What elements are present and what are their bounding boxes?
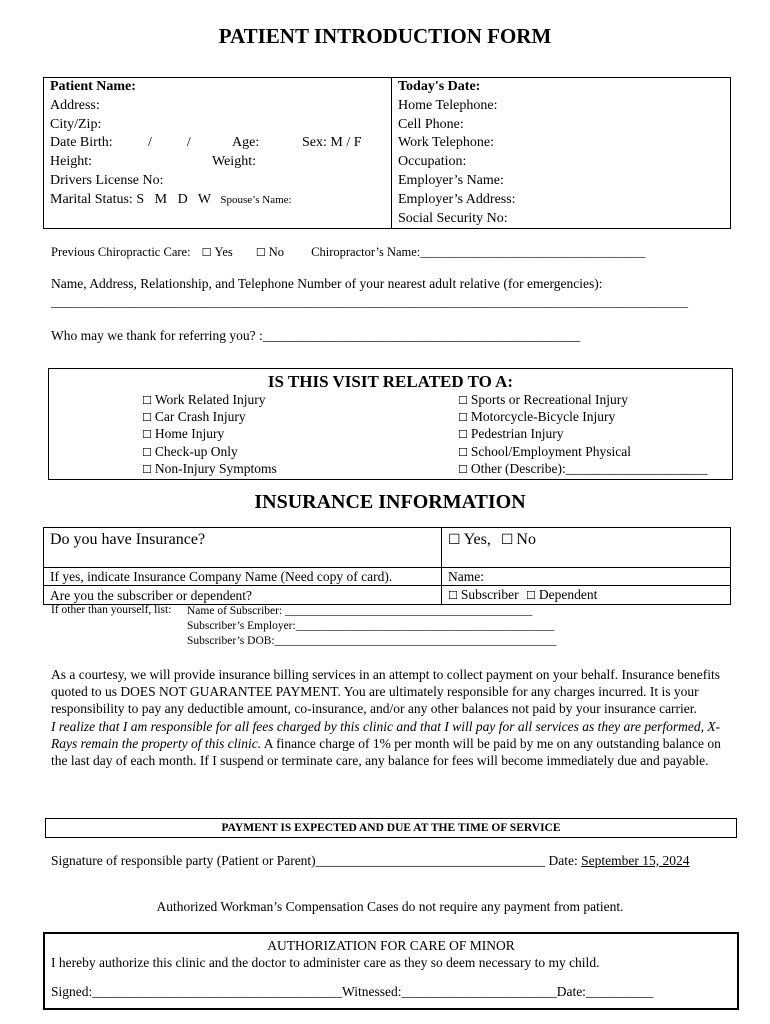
workman-note: Authorized Workman’s Compensation Cases do not require any payment from patient.	[156, 899, 624, 914]
visit-heading: IS THIS VISIT RELATED TO A:	[267, 372, 514, 391]
minor-heading: AUTHORIZATION FOR CARE OF MINOR	[267, 938, 515, 953]
height-row	[50, 153, 385, 172]
prev-care-yes-checkbox[interactable]: ☐	[201, 246, 212, 259]
patient-left-column	[44, 78, 392, 229]
empty-row	[50, 210, 385, 229]
insurance-name-field[interactable]: Name:	[442, 568, 731, 586]
patient-name-field[interactable]: Patient Name:	[50, 79, 136, 94]
occupation-field[interactable]: Occupation:	[398, 154, 467, 170]
signature-date[interactable]: September 15, 2024	[581, 853, 690, 868]
patient-info-table	[43, 77, 731, 229]
todays-date-field[interactable]: Today's Date:	[398, 79, 481, 94]
minor-signed-field[interactable]: Signed:_____________________________________Witnessed:_______________________Date:__________	[51, 984, 654, 999]
sex-field[interactable]: Sex: M / F	[302, 135, 362, 151]
minor-authorization-box	[43, 932, 739, 1010]
home-telephone-field[interactable]: Home Telephone:	[398, 97, 498, 113]
responsibility-text	[51, 718, 731, 770]
insurance-yes-checkbox[interactable]: ☐	[448, 532, 461, 548]
relative-label: Name, Address, Relationship, and Telephone Number of your nearest adult relative (for emergencies):	[51, 276, 603, 291]
marital-row	[50, 191, 385, 210]
insurance-table	[43, 527, 731, 605]
dependent-checkbox[interactable]: ☐	[526, 589, 536, 602]
visit-option[interactable]: ☐ Non-Injury Symptoms	[142, 460, 277, 476]
age-field[interactable]: Age:	[232, 135, 260, 151]
visit-option[interactable]: ☐ Pedestrian Injury	[458, 426, 564, 442]
visit-option[interactable]: ☐ Car Crash Injury	[142, 409, 246, 425]
dob-row	[50, 134, 385, 153]
prev-care-yes-label: Yes	[214, 245, 233, 259]
visit-option[interactable]: ☐ School/Employment Physical	[458, 443, 631, 459]
dob-field[interactable]: Date Birth:	[50, 135, 113, 151]
other-than-yourself-label: If other than yourself, list:	[51, 604, 172, 616]
subscriber-checkbox[interactable]: ☐	[448, 589, 458, 602]
visit-left-list	[142, 391, 277, 477]
dob-slashes: / /	[148, 135, 191, 151]
previous-care-row	[51, 245, 645, 260]
insurance-heading: INSURANCE INFORMATION	[254, 491, 526, 513]
visit-option[interactable]: ☐ Other (Describe):_____________________	[458, 460, 708, 476]
visit-option[interactable]: ☐ Work Related Injury	[142, 392, 266, 407]
visit-option[interactable]: ☐ Check-up Only	[142, 443, 238, 459]
visit-right-list	[458, 391, 707, 477]
subscriber-options: ☐ Subscriber ☐ Dependent	[442, 586, 731, 605]
subscriber-name-field[interactable]: Name of Subscriber: ___________________________________________	[187, 605, 533, 617]
insurance-company-label: If yes, indicate Insurance Company Name (Need copy of card).	[44, 568, 442, 586]
relative-line[interactable]: __________________________________________________________________________________________________	[51, 294, 688, 309]
ssn-field[interactable]: Social Security No:	[398, 210, 508, 226]
insurance-question: Do you have Insurance?	[44, 528, 442, 568]
employer-name-field[interactable]: Employer’s Name:	[398, 172, 504, 188]
page-title: PATIENT INTRODUCTION FORM	[218, 24, 552, 48]
spouse-name-field[interactable]: Spouse’s Name:	[220, 193, 292, 206]
subscriber-fields	[187, 604, 556, 649]
signature-row	[51, 852, 731, 870]
chiropractor-name-field[interactable]: Chiropractor’s Name:____________________________________	[311, 245, 646, 259]
billing-paragraph	[51, 666, 731, 769]
insurance-no-checkbox[interactable]: ☐	[500, 532, 514, 548]
subscriber-dob-field[interactable]: Subscriber’s DOB:_________________________________________________	[187, 635, 557, 647]
visit-related-box	[48, 368, 733, 480]
city-zip-field[interactable]: City/Zip:	[50, 116, 102, 132]
minor-text: I hereby authorize this clinic and the doctor to administer care as they so deem necessary to my child.	[51, 955, 600, 970]
employer-address-field[interactable]: Employer’s Address:	[398, 191, 516, 207]
visit-option[interactable]: ☐ Motorcycle-Bicycle Injury	[458, 409, 616, 425]
work-telephone-field[interactable]: Work Telephone:	[398, 135, 494, 151]
prev-care-no-checkbox[interactable]: ☐	[255, 246, 266, 259]
subscriber-employer-field[interactable]: Subscriber’s Employer:_____________________________________________	[187, 620, 555, 632]
cell-phone-field[interactable]: Cell Phone:	[398, 116, 464, 132]
courtesy-text: As a courtesy, we will provide insurance billing services in an attempt to collect payment on your behalf. Insurance benefits quoted to us DOES NOT GUARANTEE PAYMENT. You are ultimately responsible for any charges incurred. It is your responsibility to pay any deductible amount, co-insurance, and/or any other balances not paid by your insurance carrier.	[51, 667, 721, 717]
visit-option[interactable]: ☐ Home Injury	[142, 426, 225, 442]
referral-field[interactable]: Who may we thank for referring you? :_______________________________________________	[51, 328, 581, 343]
signature-field[interactable]: Signature of responsible party (Patient or Parent)__________________________________ Date:	[51, 853, 578, 868]
weight-field[interactable]: Weight:	[212, 154, 256, 170]
previous-care-label: Previous Chiropractic Care:	[51, 245, 191, 259]
subscriber-question: Are you the subscriber or dependent?	[44, 586, 442, 605]
italic-text: I realize that I am responsible for all fees charged by this clinic and that I will pay for all services as they are performed, X-Rays remain the property of this clinic.	[51, 718, 721, 751]
marital-options[interactable]: S M D W	[136, 191, 211, 207]
patient-right-column	[392, 78, 731, 229]
address-field[interactable]: Address:	[50, 97, 100, 113]
finance-text: A finance charge of 1% per month will be paid by me on any outstanding balance on the last day of each month. If I suspend or terminate care, any balance for fees will become immediately due and payable.	[51, 735, 721, 769]
drivers-license-field[interactable]: Drivers License No:	[50, 172, 164, 188]
prev-care-no-label: No	[268, 245, 285, 259]
insurance-yes-no: ☐ Yes, ☐ No	[442, 528, 731, 568]
visit-option[interactable]: ☐ Sports or Recreational Injury	[458, 392, 628, 407]
height-field[interactable]: Height:	[50, 154, 92, 170]
payment-banner: PAYMENT IS EXPECTED AND DUE AT THE TIME OF SERVICE	[45, 818, 737, 838]
marital-status-label: Marital Status:	[50, 191, 133, 207]
